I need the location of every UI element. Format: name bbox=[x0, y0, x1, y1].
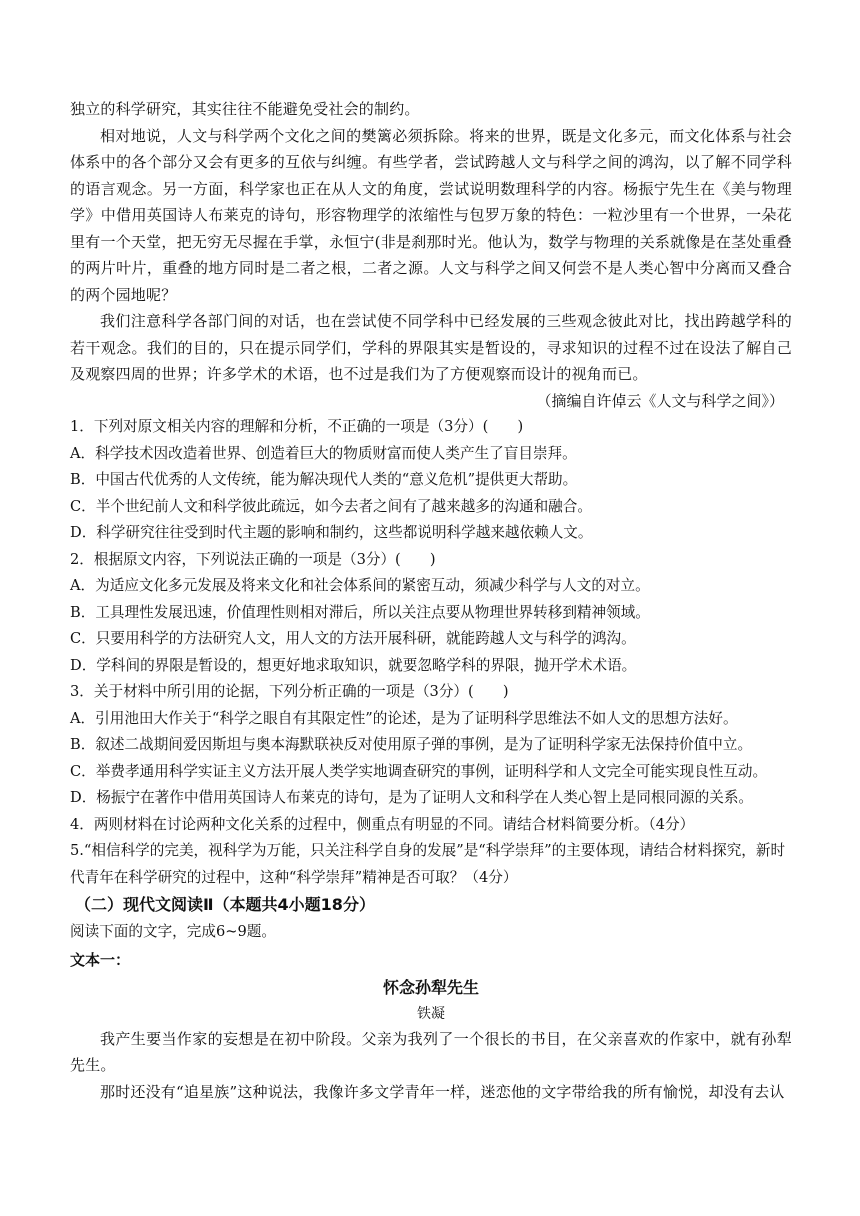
question-2-option-b: B．工具理性发展迅速，价值理性则相对滞后，所以关注点要从物理世界转移到精神领域。 bbox=[70, 603, 650, 621]
question-1-option-b: B．中国古代优秀的人文传统，能为解决现代人类的“意义危机”提供更大帮助。 bbox=[70, 471, 578, 488]
article-paragraph-2: 那时还没有“追星族”这种说法，我像许多文学青年一样，迷恋他的文字带给我的所有愉悦，却没有去认 bbox=[100, 1082, 785, 1101]
page-content bbox=[70, 96, 792, 1105]
text-label: 文本一： bbox=[70, 950, 131, 969]
question-1-option-d: D．科学研究往往受到时代主题的影响和制约，这些都说明科学越来越依赖人文。 bbox=[70, 524, 593, 541]
passage-paragraph-0: 独立的科学研究，其实往往不能避免受社会的制约。 bbox=[70, 100, 420, 118]
question-2-option-d: D．学科间的界限是暂设的，想更好地求取知识，就要忽略学科的界限，抛开学术术语。 bbox=[70, 656, 637, 674]
article-author: 铁凝 bbox=[417, 1005, 445, 1022]
question-3-option-b: B．叙述二战期间爱因斯坦与奥本海默联袂反对使用原子弹的事例，是为了证明科学家无法保持价值中立。 bbox=[70, 736, 753, 753]
passage-source: （摘编自许倬云《人文与科学之间》） bbox=[536, 391, 784, 410]
question-2-option-c: C．只要用科学的方法研究人文，用人文的方法开展科研，就能跨越人文与科学的鸿沟。 bbox=[70, 630, 636, 647]
question-2-option-a: A．为适应文化多元发展及将来文化和社会体系间的紧密互动，须减少科学与人文的对立。 bbox=[70, 577, 650, 594]
section-instruction: 阅读下面的文字，完成6~9题。 bbox=[70, 923, 276, 940]
question-1: 1．下列对原文相关内容的理解和分析，不正确的一项是（3分）( ) bbox=[70, 418, 524, 435]
article-title: 怀念孙犁先生 bbox=[382, 977, 479, 997]
question-5: 5.“相信科学的完美，视科学为万能，只关注科学自身的发展”是“科学崇拜”的主要体现，请结合材料探究，新时代青年在科学研究的过程中，这种“科学崇拜”精神是否可取？（4分） bbox=[70, 842, 786, 886]
passage-paragraph-2: 我们注意科学各部门间的对话，也在尝试使不同学科中已经发展的三些观念彼此对比，找出跨越学科的若干观念。我们的目的，只在提示同学们，学科的界限其实是暂设的，寻求知识的过程不过在设法了解自己及观察四周的世界；许多学术的术语，也不过是我们为了方便观察而设计的视角而已。 bbox=[70, 312, 792, 383]
passage-paragraph-1: 相对地说，人文与科学两个文化之间的樊篱必须拆除。将来的世界，既是文化多元，而文化体系与社会体系中的各个部分又会有更多的互依与纠缠。有些学者，尝试跨越人文与科学之间的鸿沟，以了解不同学科的语言观念。另一方面，科学家也正在从人文的角度，尝试说明数理科学的内容。杨振宁先生在《美与物理学》中借用英国诗人布莱克的诗句，形容物理学的浓缩性与包罗万象的特色：一粒沙里有一个世界，一朵花里有一个天堂，把无穷无尽握在手掌，永恒宁(非是刹那时光。他认为，数学与物理的关系就像是在茎处重叠的两片叶片，重叠的地方同时是二者之根，二者之源。人文与科学之间又何尝不是人类心智中分离而又叠合的两个园地呢？ bbox=[70, 126, 792, 304]
question-3-option-a: A．引用池田大作关于“科学之眼自有其限定性”的论述，是为了证明科学思维法不如人文的思想方法好。 bbox=[70, 709, 738, 727]
question-1-option-a: A．科学技术因改造着世界、创造着巨大的物质财富而使人类产生了盲目崇拜。 bbox=[70, 444, 577, 462]
question-1-option-c: C．半个世纪前人文和科学彼此疏远，如今去者之间有了越来越多的沟通和融合。 bbox=[70, 497, 592, 515]
question-4: 4．两则材料在讨论两种文化关系的过程中，侧重点有明显的不同。请结合材料简要分析。（4分） bbox=[70, 815, 695, 833]
section-heading: （二）现代文阅读Ⅱ（本题共4小题18分） bbox=[75, 895, 375, 914]
question-3: 3．关于材料中所引用的论据，下列分析正确的一项是（3分）( ) bbox=[70, 683, 509, 700]
question-2: 2．根据原文内容，下列说法正确的一项是（3分）( ) bbox=[70, 550, 436, 568]
question-3-option-d: D．杨振宁在著作中借用英国诗人布莱克的诗句，是为了证明人文和科学在人类心智上是同根同源的关系。 bbox=[70, 789, 754, 806]
question-3-option-c: C．举费孝通用科学实证主义方法开展人类学实地调查研究的事例，证明科学和人文完全可能实现良性互动。 bbox=[70, 762, 768, 780]
article-paragraph-1: 我产生要当作家的妄想是在初中阶段。父亲为我列了一个很长的书目，在父亲喜欢的作家中，就有孙犁先生。 bbox=[70, 1029, 792, 1074]
